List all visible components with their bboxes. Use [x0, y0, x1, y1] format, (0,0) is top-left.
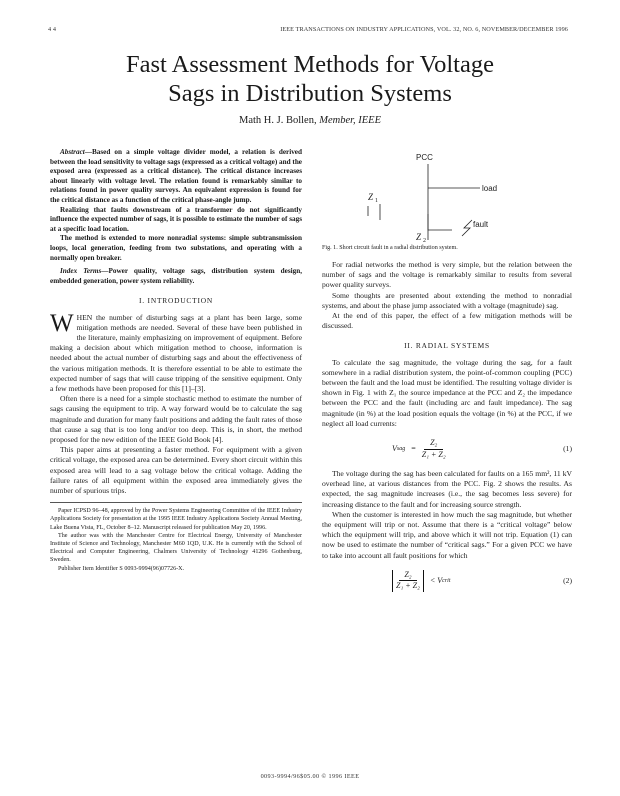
author-role: Member, IEEE [319, 115, 382, 126]
eq1-lhs: V [392, 443, 397, 453]
radial-paragraph-2: The voltage during the sag has been calculated for faults on a 165 mm², 11 kV overhead line, at various distances from the PCC. Fig. 2 shows the results. As expected, the sag magnitude increases (i.e., the sag becomes less severe) for increasing distance to the fault and for increasing source strength. [322, 469, 572, 509]
paper-title [0, 50, 620, 108]
radial-paragraph-3: When the customer is interested in how much the sag magnitude, but whether the equipment will trip or not. Assume that there is a “critical voltage” below which the equipment will trip, and above which it will not trip. Equation (1) can now be used to estimate the number of “critical sags.” For a given PCC we have to take into account all fault positions for which [322, 509, 572, 560]
eq2-denominator: Z₁ + Z₂ [396, 581, 420, 591]
right-column [322, 150, 572, 601]
title-line-1: Fast Assessment Methods for Voltage [126, 51, 494, 78]
radial-paragraph-1: To calculate the sag magnitude, the voltage during the sag, for a fault somewhere in a radial distribution system, the point-of-common coupling (PCC) between the fault and the load must be identified. The resulting voltage divider is shown in Fig. 1 with Z₁ the source impedance at the PCC and Z₂ the impedance between the PCC and the fault (including arc and fault impedance). The sag magnitude (in %) at the load position equals the voltage (in %) at the PCC, if we neglect all load currents: [322, 357, 572, 428]
right-paragraph-3: At the end of this paper, the effect of a few mitigation methods will be discussed. [322, 311, 572, 331]
abstract-label: Abstract [60, 148, 85, 156]
running-header: IEEE TRANSACTIONS ON INDUSTRY APPLICATIONS, VOL. 32, NO. 6, NOVEMBER/DECEMBER 1996 [280, 26, 568, 33]
intro-paragraph-3: This paper aims at presenting a faster method. For equipment with a given critical voltage, the exposed area can be determined. Every short circuit within this exposed area will lead to a sag voltage below the critical voltage. Adding the failure rates of all equipment within the exposed area immediately gives the number of spurious trips. [50, 445, 302, 495]
section-heading-introduction: I. INTRODUCTION [139, 296, 213, 306]
eq1-equals: = [411, 443, 416, 453]
footnote-paragraph-1: Paper ICPSD 96–48, approved by the Power Systems Engineering Committee of the IEEE Industry Applications Society for presentation at the 1995 IEEE Industry Applications Society Annual Meeting, Lake Buena Vista, FL, October 8–12. Manuscript released for publication May 20, 1996. [50, 508, 302, 531]
eq1-numerator: Z₂ [424, 438, 443, 449]
drop-cap: W [50, 309, 74, 337]
left-column [50, 148, 302, 573]
footnote-paragraph-3: Publisher Item Identifier S 0093-9994(96)07726-X. [58, 565, 185, 572]
index-terms: Index Terms—Power quality, voltage sags, distribution system design, embedded generation, power system reliability. [50, 267, 302, 285]
abstract-paragraph-1: Abstract—Based on a simple voltage divider model, a relation is derived between the load sensitivity to voltage sags (expressed as a critical voltage) and the exposed area (expressed as a critical distance). The critical distance increases about linearly with voltage level. The relation found is remarkably similar to relations found in power quality surveys. An equivalent expression is found for the critical distance as a function of the critical phase-angle jump. [50, 148, 303, 204]
voltage-divider-diagram [322, 150, 572, 242]
abstract-paragraph-3: The method is extended to more nonradial systems: simple subtransmission loops, local generation, feeding from two substations, and operating with a normally open breaker. [50, 234, 302, 262]
fault-lightning-icon [462, 220, 472, 236]
intro-paragraph-2: Often there is a need for a simple stochastic method to estimate the number of sags causing the equipment to trip. A way forward would be to calculate the sag magnitude and duration for many fault positions and adding the fault rates of those that cause a sag that is too long and/or too deep. This is, in short, the method proposed for the new edition of the IEEE Gold Book [4]. [50, 394, 302, 444]
page-number: 4 4 [48, 26, 57, 33]
z1-label: Z [368, 192, 374, 202]
copyright-footer: 0093-9994/96$05.00 © 1996 IEEE [260, 773, 360, 780]
pcc-label: PCC [416, 153, 433, 162]
right-paragraph-1: For radial networks the method is very simple, but the relation between the number of sags and the voltage is remarkably similar to results from several power quality surveys. [322, 260, 572, 290]
fault-branch-line [428, 214, 452, 230]
section-heading-radial-systems: II. RADIAL SYSTEMS [404, 341, 490, 351]
eq2-relation-sub: crit [442, 577, 451, 584]
title-line-2: Sags in Distribution Systems [168, 80, 452, 107]
figure-1 [322, 150, 572, 242]
footnote [50, 502, 302, 573]
equation-1 [322, 435, 572, 463]
eq1-denominator: Z₁ + Z₂ [421, 449, 446, 459]
z2-label: Z [416, 232, 422, 242]
abstract [50, 148, 302, 263]
index-terms-label: Index Terms [60, 267, 102, 276]
eq1-lhs-sub: sag [396, 445, 406, 452]
footnote-paragraph-2: The author was with the Manchester Centre for Electrical Energy, University of Manchester Institute of Science and Technology, Manchester M60 1QD, U.K. He is currently with the School of Electrical and Computer Engineering, Chalmers University of Technology 41296 Gothenburg, Sweden. [50, 532, 302, 564]
fault-label: fault [473, 220, 489, 229]
figure-caption: Fig. 1. Short circuit fault in a radial distribution system. [322, 245, 458, 251]
right-paragraph-2: Some thoughts are presented about extending the method to nonradial systems, and about the phase jump associated with a voltage (magnitude) sag. [322, 290, 572, 310]
load-label: load [482, 184, 498, 193]
author-line [0, 115, 620, 126]
eq1-number: (1) [563, 443, 572, 453]
z1-subscript: 1 [375, 198, 378, 204]
intro-paragraph-1: WHEN the number of disturbing sags at a plant has been large, some mitigation methods are needed. Several of these have been published in the literature, mainly emphasizing on improvement of equipment. Before making a decision about which mitigation method to choose, information is needed about the actual number of disturbing sags and about the effectiveness of the various mitigation methods. It is therefore essential to be able to estimate the expected number of sags that will cause tripping of the sensitive equipment. Only a few methods have been proposed for this [1]–[3]. [50, 309, 302, 393]
equation-2 [322, 567, 572, 595]
eq2-number: (2) [563, 575, 572, 585]
eq2-relation: < V [429, 575, 443, 585]
author-name: Math H. J. Bollen, [238, 115, 317, 126]
z2-subscript: 2 [423, 238, 426, 242]
eq2-numerator: Z₂ [399, 570, 416, 581]
abstract-paragraph-2: Realizing that faults downstream of a transformer do not significantly influence the expected number of sags, it is possible to estimate the number of sags at a specific load location. [50, 205, 302, 233]
